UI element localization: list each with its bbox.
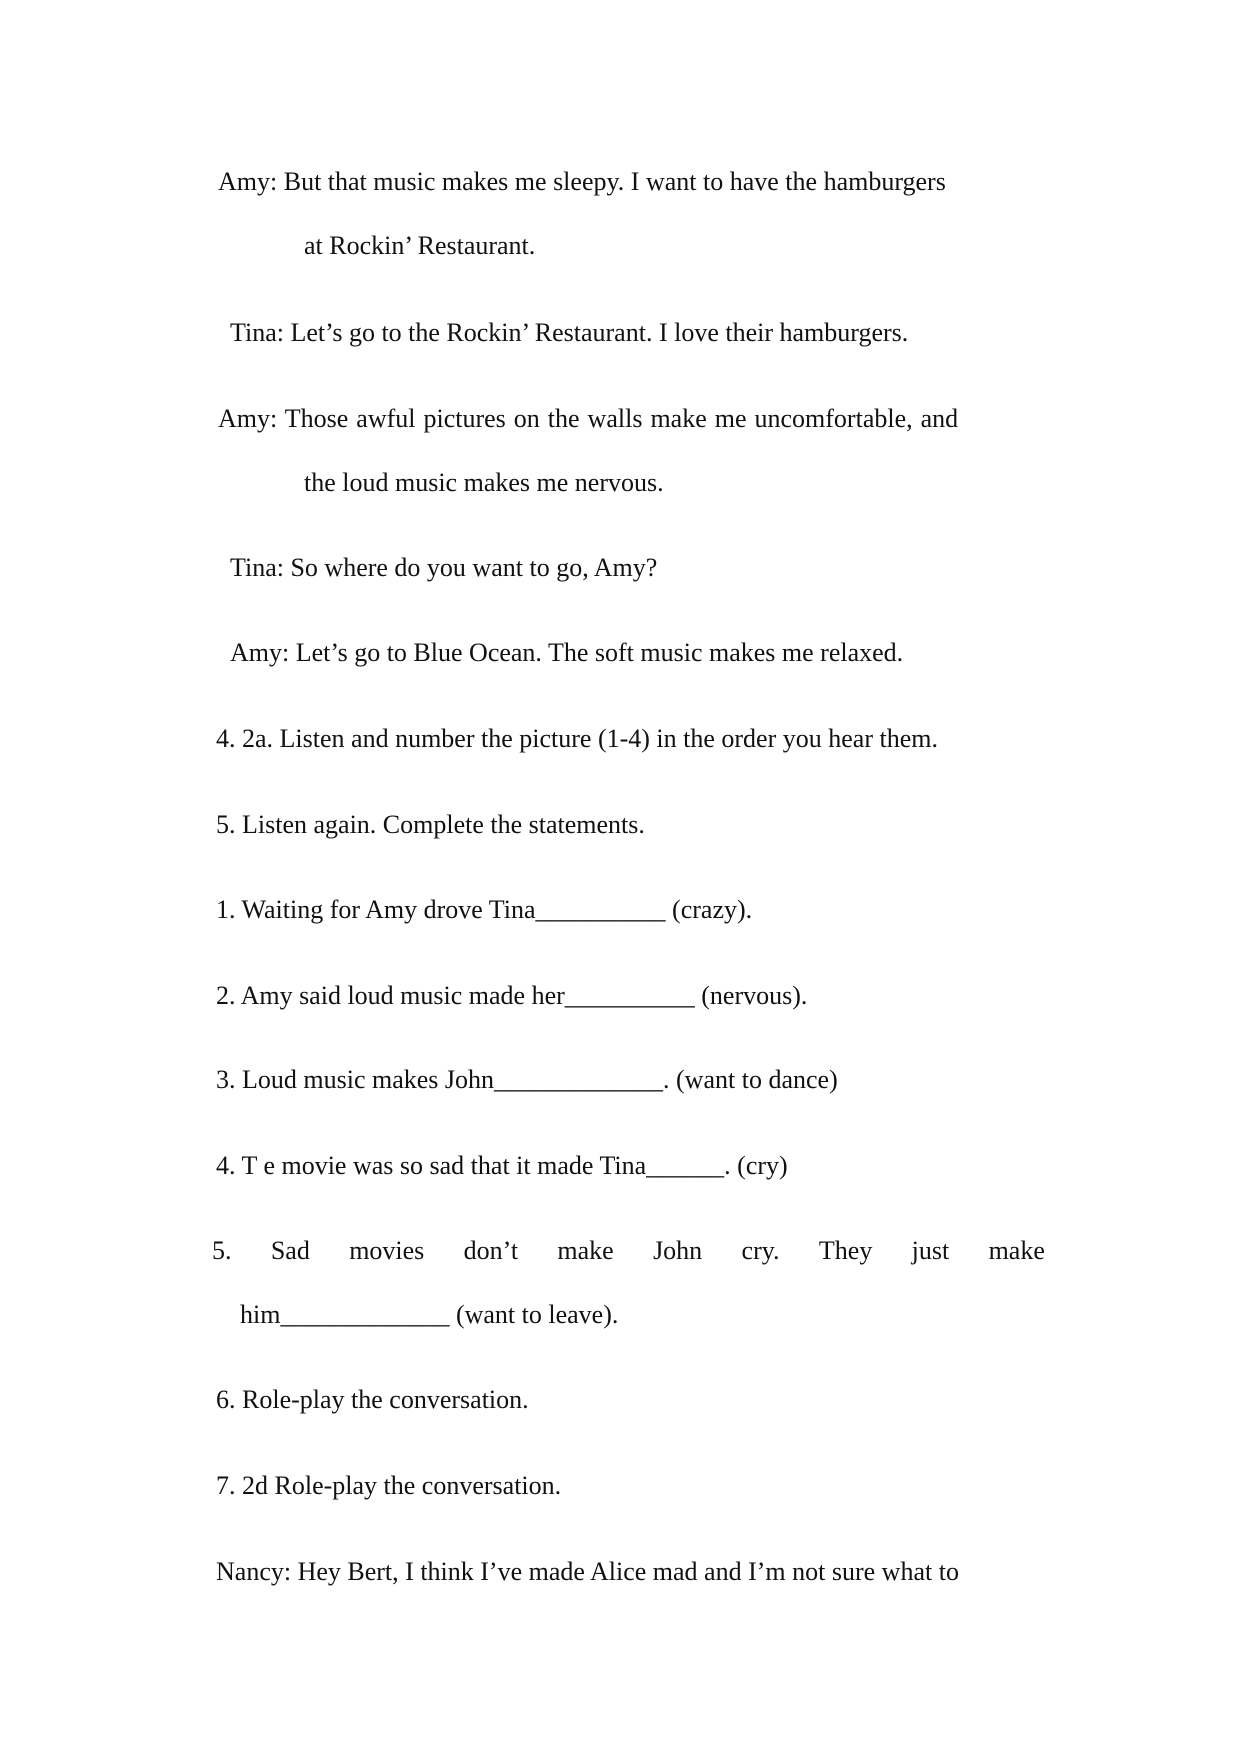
statement-5-word: just	[911, 1236, 950, 1265]
statement-4: 4. T e movie was so sad that it made Tina______. (cry)	[216, 1151, 788, 1180]
statement-5-word: cry.	[741, 1236, 780, 1265]
statement-3: 3. Loud music makes John_____________. (want to dance)	[216, 1065, 838, 1094]
instruction-6: 6. Role-play the conversation.	[216, 1385, 529, 1414]
statement-5-word: don’t	[463, 1236, 519, 1265]
statement-2: 2. Amy said loud music made her__________ (nervous).	[216, 981, 808, 1010]
dialogue-line-amy-3: Amy: Let’s go to Blue Ocean. The soft music makes me relaxed.	[230, 638, 904, 667]
instruction-7: 7. 2d Role-play the conversation.	[216, 1471, 562, 1500]
instruction-5: 5. Listen again. Complete the statements.	[216, 810, 645, 839]
dialogue-line-amy-1: Amy: But that music makes me sleepy. I want to have the hamburgers	[218, 167, 946, 196]
statement-5-word: Sad	[270, 1236, 310, 1265]
dialogue-line-nancy-1: Nancy: Hey Bert, I think I’ve made Alice mad and I’m not sure what to	[216, 1557, 959, 1586]
dialogue-line-tina-2: Tina: So where do you want to go, Amy?	[230, 553, 658, 582]
statement-5	[212, 1235, 1045, 1267]
statement-5-word: John	[653, 1236, 703, 1265]
instruction-4: 4. 2a. Listen and number the picture (1-4) in the order you hear them.	[216, 724, 938, 753]
statement-5-word: make	[988, 1236, 1045, 1265]
dialogue-line-amy-2-continued: the loud music makes me nervous.	[304, 468, 664, 497]
dialogue-line-amy-2: Amy: Those awful pictures on the walls make me uncomfortable, and	[218, 404, 959, 433]
statement-5-word: make	[557, 1236, 614, 1265]
statement-5-word: They	[818, 1236, 873, 1265]
dialogue-line-tina-1: Tina: Let’s go to the Rockin’ Restaurant. I love their hamburgers.	[230, 318, 909, 347]
dialogue-line-amy-1-continued: at Rockin’ Restaurant.	[304, 231, 536, 260]
statement-5-word: 5.	[212, 1236, 232, 1265]
statement-5-continued: him_____________ (want to leave).	[240, 1300, 619, 1329]
statement-5-word: movies	[349, 1236, 425, 1265]
statement-1: 1. Waiting for Amy drove Tina__________ (crazy).	[216, 895, 753, 924]
